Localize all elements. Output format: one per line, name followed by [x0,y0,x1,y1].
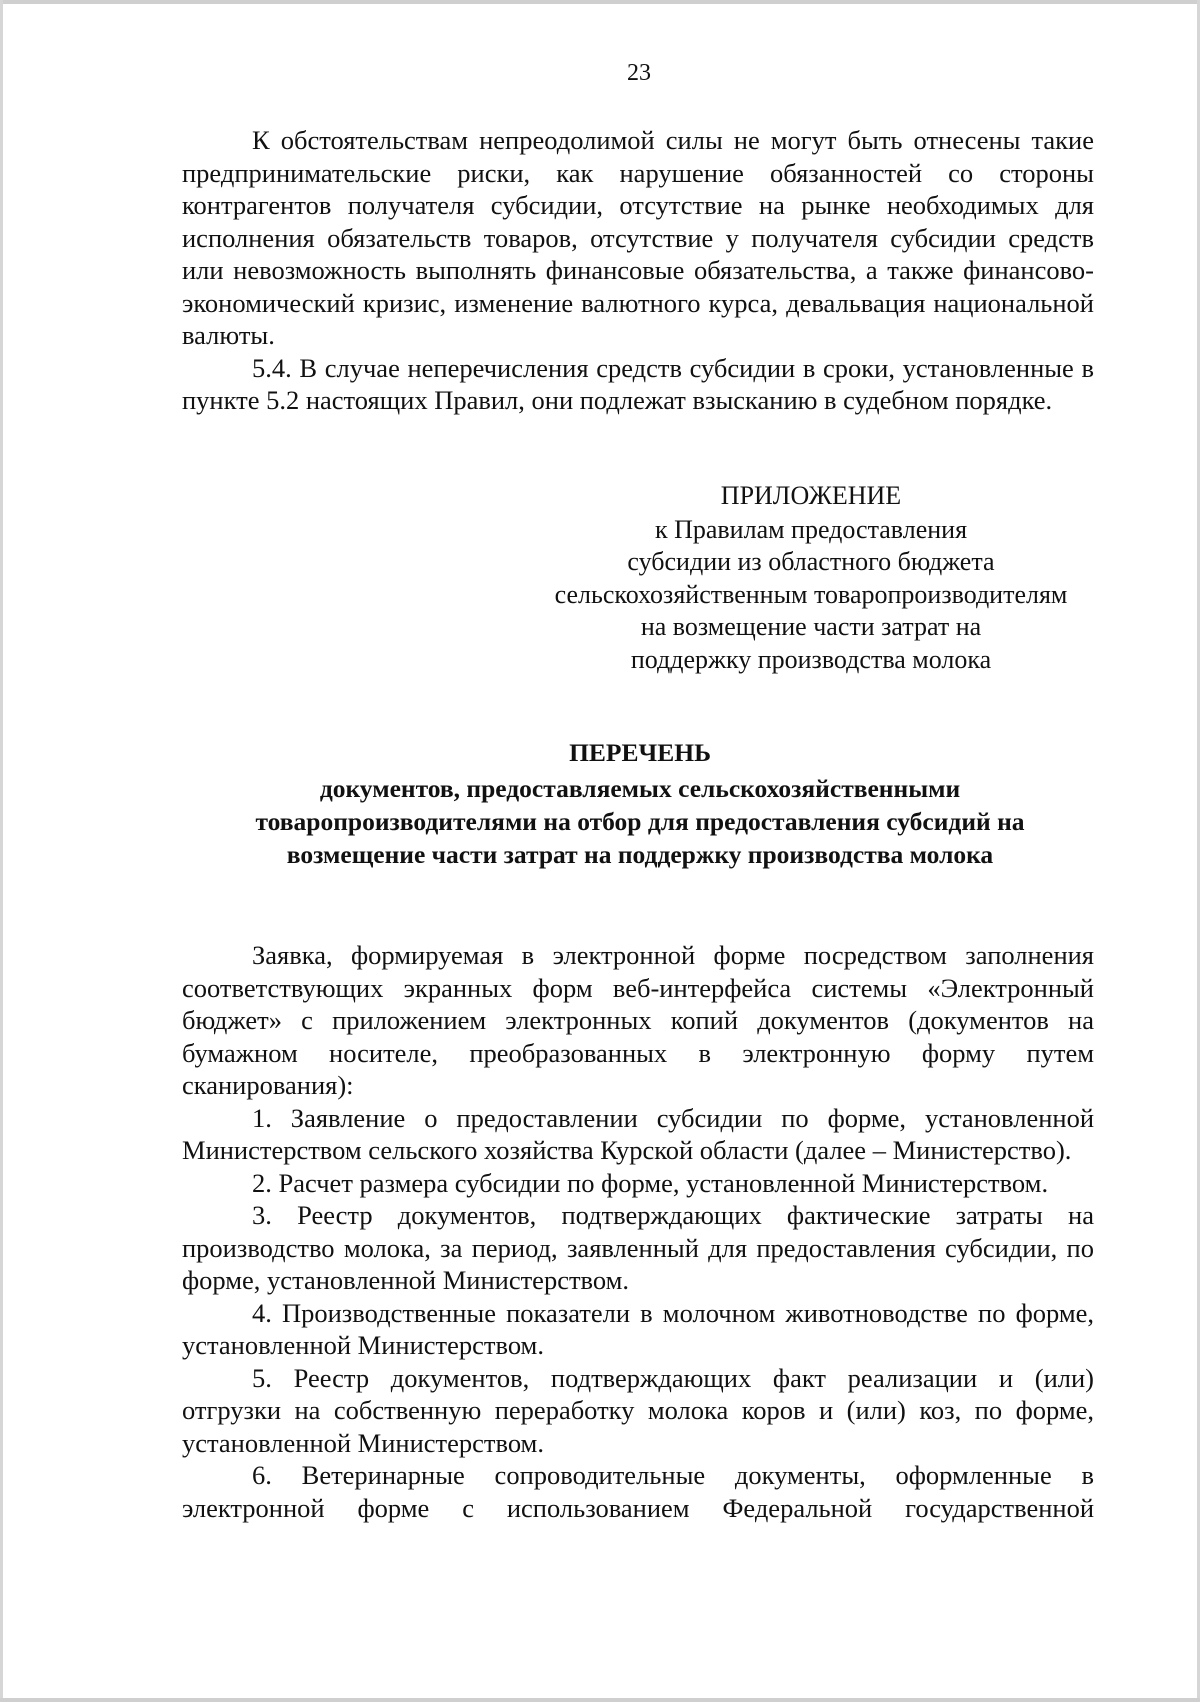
paragraph-5-4: 5.4. В случае неперечисления средств субсидии в сроки, установленные в пункте 5.2 настоящих Правил, они подлежат взысканию в судебном порядке. [182,352,1094,415]
appendix-line: поддержку производства молока [630,644,992,674]
section-documents-list [182,939,1094,1524]
document-heading [150,736,1130,871]
appendix-line: к Правилам предоставления [654,514,968,544]
heading-title: ПЕРЕЧЕНЬ [569,738,711,767]
list-item-6: 6. Ветеринарные сопроводительные документы, оформленные в электронной форме с использованием Федеральной государственной [182,1460,1094,1523]
appendix-line: на возмещение части затрат на [640,612,982,641]
page-number: 23 [627,60,651,86]
appendix-line: сельскохозяйственным товаропроизводителям [554,579,1068,609]
heading-line: документов, предоставляемых сельскохозяйственными [319,774,961,803]
paragraph-intro: Заявка, формируемая в электронной форме посредством заполнения соответствующих экранных форм веб-интерфейса системы «Электронный бюджет» с приложением электронных копий документов (документов на бумажном носителе, преобразованных в электронную форму путем сканирования): [182,940,1094,1100]
list-item-4: 4. Производственные показатели в молочном животноводстве по форме, установленной Министерством. [182,1297,1094,1360]
scan-edge-left [0,0,3,1702]
scan-edge-bottom [0,1698,1200,1702]
heading-line: товаропроизводителями на отбор для предоставления субсидий на [255,807,1025,836]
paragraph-force-majeure: К обстоятельствам непреодолимой силы не могут быть отнесены такие предпринимательские риски, как нарушение обязанностей со стороны контрагентов получателя субсидии, отсутствие на рынке необходимых для исполнения обязательств товаров, отсутствие у получателя субсидии средств или невозможность выполнять финансовые обязательства, а также финансово-экономический кризис, изменение валютного курса, девальвация национальной валюты. [182,125,1094,350]
section-force-majeure [182,124,1094,417]
appendix-title: ПРИЛОЖЕНИЕ [720,481,902,510]
list-item-3: 3. Реестр документов, подтверждающих фактические затраты на производство молока, за период, заявленный для предоставления субсидии, по форме, установленной Министерством. [182,1200,1094,1295]
appendix-block [500,480,1122,676]
list-item-1: 1. Заявление о предоставлении субсидии по форме, установленной Министерством сельского хозяйства Курской области (далее – Министерство). [182,1102,1094,1165]
list-item-5: 5. Реестр документов, подтверждающих факт реализации и (или) отгрузки на собственную переработку молока коров и (или) коз, по форме, установленной Министерством. [182,1362,1094,1458]
scan-edge-top [0,0,1200,4]
list-item-2: 2. Расчет размера субсидии по форме, установленной Министерством. [252,1167,1049,1198]
appendix-line: субсидии из областного бюджета [627,547,995,576]
heading-line: возмещение части затрат на поддержку производства молока [286,840,994,869]
